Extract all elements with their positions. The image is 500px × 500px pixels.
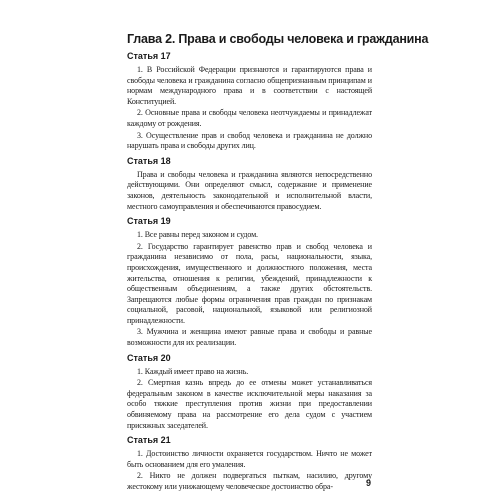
article-paragraph: 3. Осуществление прав и свобод человека и гражданина не должно нарушать права и свободы других лиц.: [127, 130, 372, 151]
article-18: [127, 156, 372, 212]
article-title: Статья 18: [127, 155, 171, 166]
chapter-title: Глава 2. Права и свободы человека и гражданина: [127, 32, 429, 46]
article-title: Статья 21: [127, 435, 171, 446]
article-paragraph: 2. Государство гарантирует равенство прав и свобод человека и гражданина независимо от пола, расы, национальности, языка, происхождения, имущественного и должностного положения, места жительства, отношения к религии, убеждений, принадлежности к общественным объединениям, а также других обстоятельств. Запрещаются любые формы ограничения прав граждан по признакам социальной, расовой, национальной, языковой или религиозной принадлежности.: [127, 241, 372, 325]
article-paragraph: 2. Смертная казнь впредь до ее отмены может устанавливаться федеральным законом в качестве исключительной меры наказания за особо тяжкие преступления против жизни при предоставлении обвиняемому права на рассмотрение его дела судом с участием присяжных заседателей.: [127, 378, 372, 430]
article-20: [127, 353, 372, 432]
article-19: [127, 216, 372, 349]
article-paragraph: 1. В Российской Федерации признаются и гарантируются права и свободы человека и гражданина согласно общепризнанным принципам и нормам международного права и в соответствии с настоящей Конституцией.: [127, 65, 372, 106]
article-paragraph: 1. Все равны перед законом и судом.: [137, 230, 258, 240]
article-title: Статья 19: [127, 216, 171, 227]
article-17: [127, 51, 372, 152]
article-paragraph: 1. Достоинство личности охраняется государством. Ничто не может быть основанием для его умаления.: [127, 449, 372, 469]
article-paragraph: 2. Никто не должен подвергаться пыткам, насилию, другому жестокому или унижающему человеческое достоинство обра-: [127, 471, 372, 491]
article-paragraph: 3. Мужчина и женщина имеют равные права и свободы и равные возможности для их реализации.: [127, 327, 372, 348]
page-number: 9: [365, 478, 371, 488]
article-paragraph: 2. Основные права и свободы человека неотчуждаемы и принадлежат каждому от рождения.: [127, 108, 372, 128]
article-paragraph: 1. Каждый имеет право на жизнь.: [137, 366, 249, 376]
document-page: [127, 32, 429, 494]
article-title: Статья 20: [127, 352, 171, 363]
article-21: [127, 435, 372, 492]
article-paragraph: Права и свободы человека и гражданина являются непосредственно действующими. Они определяют смысл, содержание и применение законов, деятельность законодательной и исполнительной власти, местного самоуправления и обеспечиваются правосудием.: [127, 169, 372, 211]
article-title: Статья 17: [127, 51, 171, 61]
